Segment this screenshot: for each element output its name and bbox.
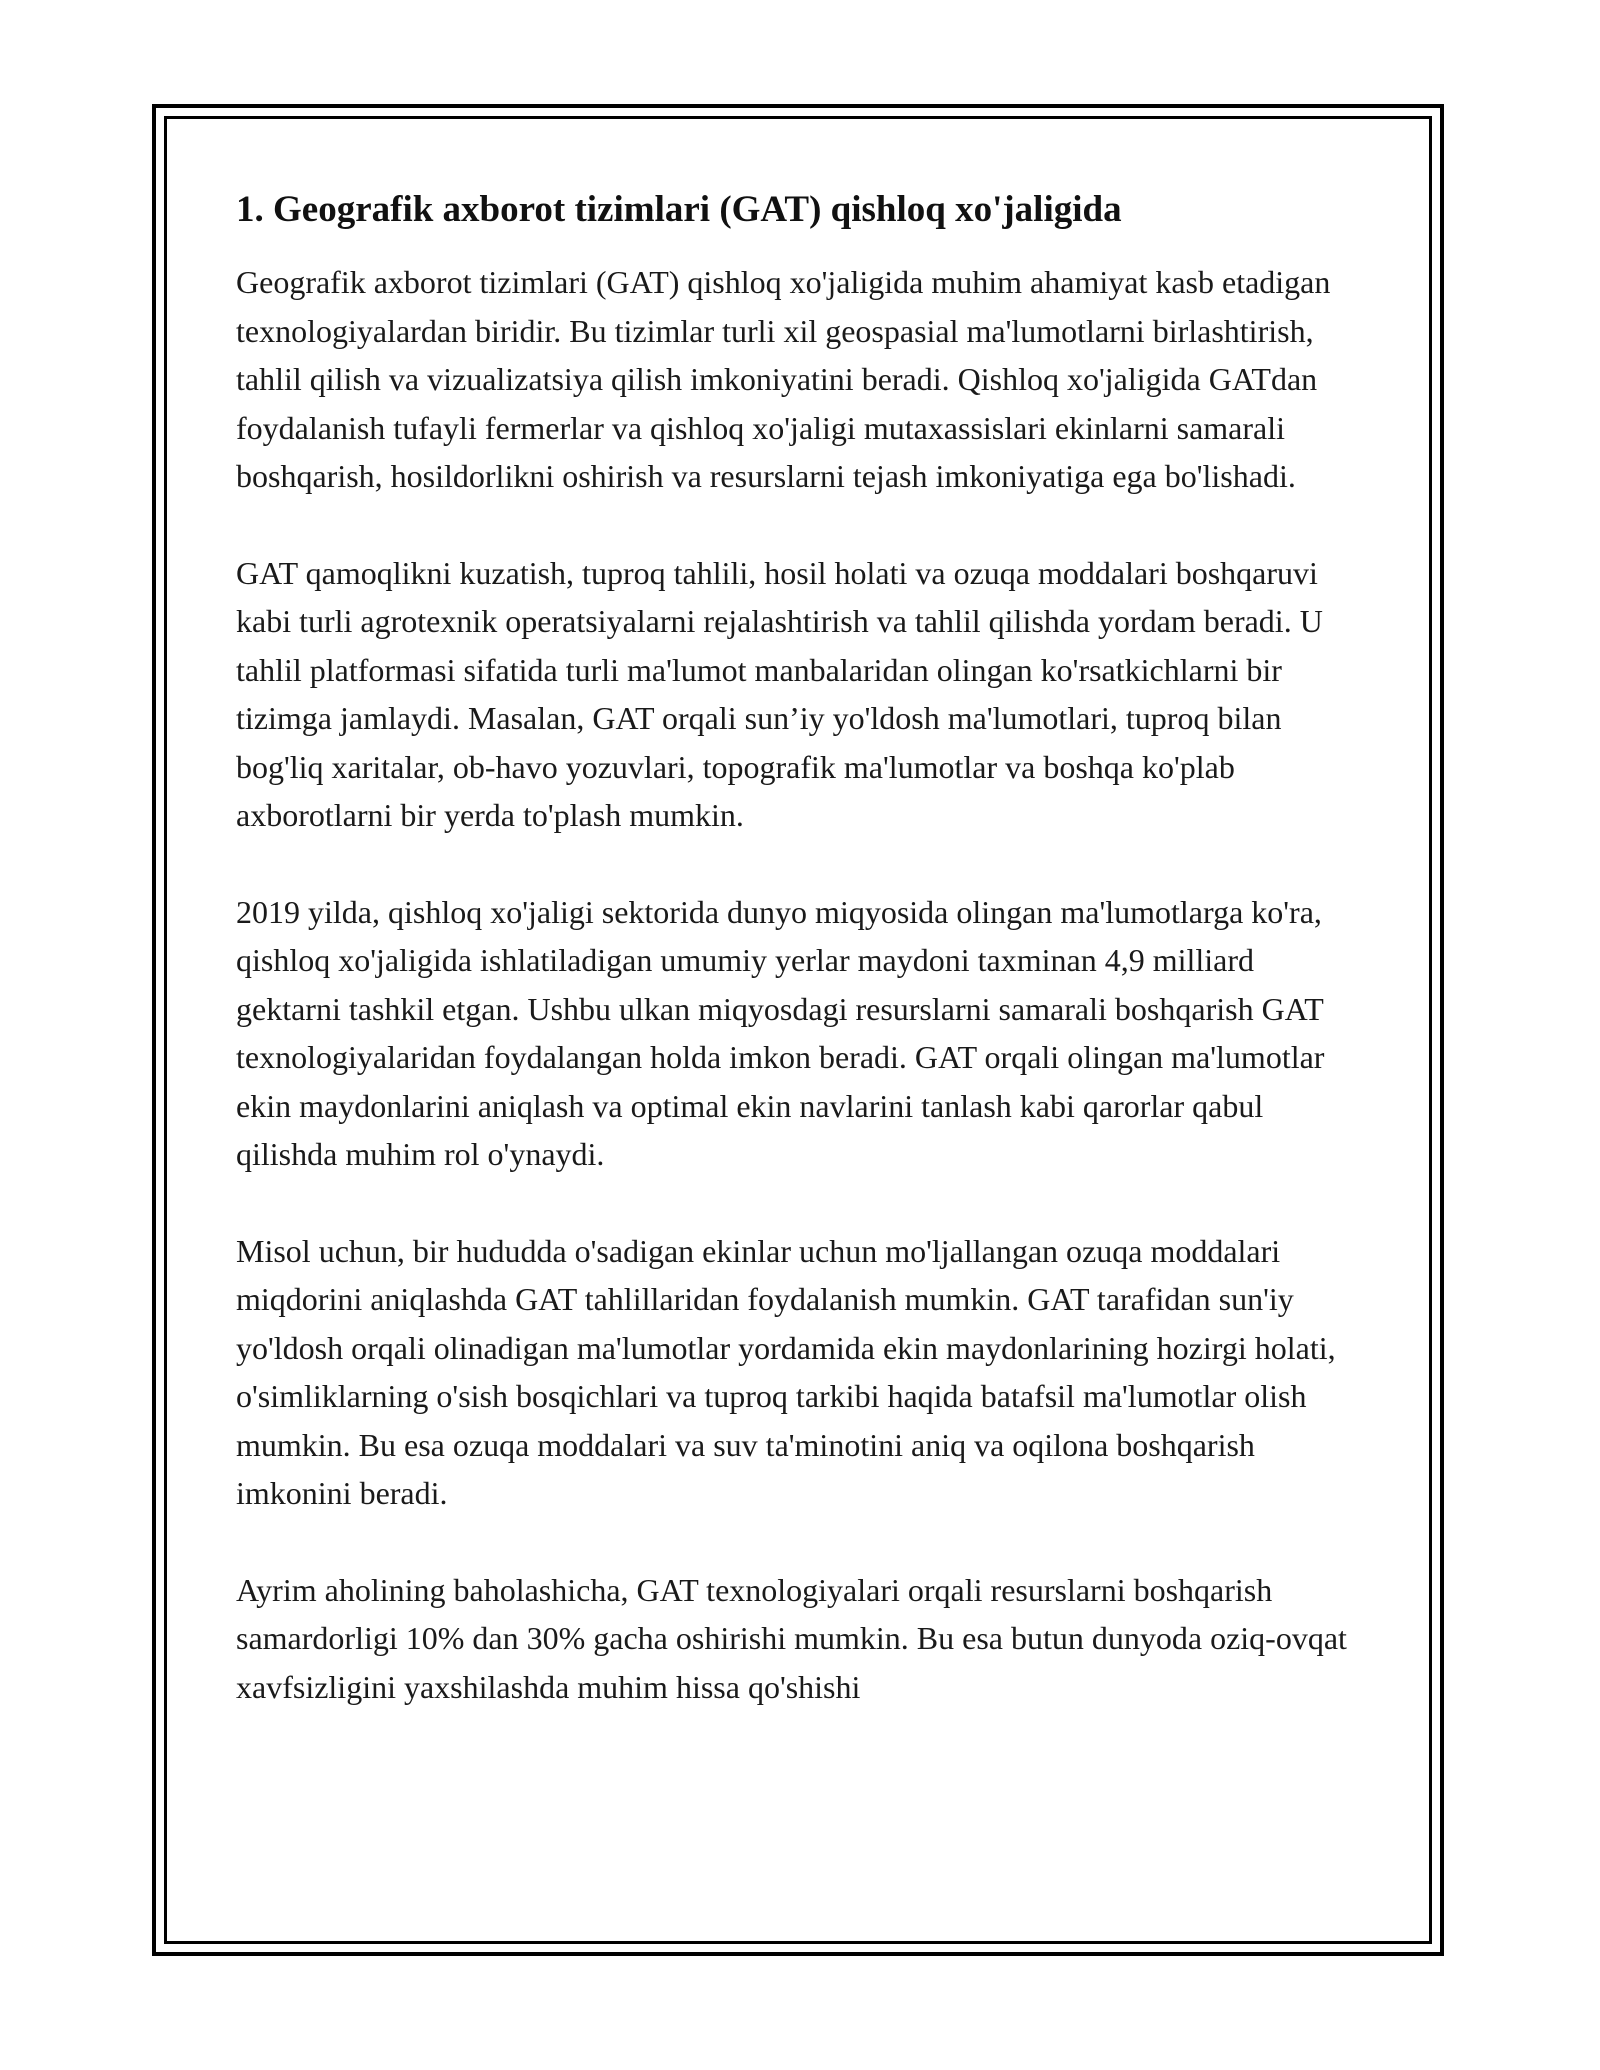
section-heading: 1. Geografik axborot tizimlari (GAT) qishloq xo'jaligida <box>236 189 1122 230</box>
paragraph-1: Geografik axborot tizimlari (GAT) qishloq xo'jaligida muhim ahamiyat kasb etadigan texnologiyalardan biridir. Bu tizimlar turli xil geospasial ma'lumotlarni birlashtirish, tahlil qilish va vizualizatsiya qilish imkoniyatini beradi. Qishloq xo'jaligida GATdan foydalanish tufayli fermerlar va qishloq xo'jaligi mutaxassislari ekinlarni samarali boshqarish, hosildorlikni oshirish va resurslarni tejash imkoniyatiga ega bo'lishadi. <box>236 264 1331 494</box>
paragraph-2: GAT qamoqlikni kuzatish, tuproq tahlili, hosil holati va ozuqa moddalari boshqaruvi kabi turli agrotexnik operatsiyalarni rejalashtirish va tahlil qilishda yordam beradi. U tahlil platformasi sifatida turli ma'lumot manbalaridan olingan ko'rsatkichlarni bir tizimga jamlaydi. Masalan, GAT orqali sun’iy yo'ldosh ma'lumotlari, tuproq bilan bog'liq xaritalar, ob-havo yozuvlari, topografik ma'lumotlar va boshqa ko'plab axborotlarni bir yerda to'plash mumkin. <box>236 554 1323 833</box>
paragraph-3: 2019 yilda, qishloq xo'jaligi sektorida dunyo miqyosida olingan ma'lumotlarga ko'ra, qishloq xo'jaligida ishlatiladigan umumiy yerlar maydoni taxminan 4,9 milliard gektarni tashkil etgan. Ushbu ulkan miqyosdagi resurslarni samarali boshqarish GAT texnologiyalaridan foydalangan holda imkon beradi. GAT orqali olingan ma'lumotlar ekin maydonlarini aniqlash va optimal ekin navlarini tanlash kabi qarorlar qabul qilishda muhim rol o'ynaydi. <box>236 893 1325 1172</box>
document-body <box>236 186 1366 1711</box>
paragraph-5: Ayrim aholining baholashicha, GAT texnologiyalari orqali resurslarni boshqarish samardorligi 10% dan 30% gacha oshirishi mumkin. Bu esa butun dunyoda oziq-ovqat xavfsizligini yaxshilashda muhim hissa qo'shishi <box>236 1571 1347 1705</box>
paragraph-4: Misol uchun, bir hududda o'sadigan ekinlar uchun mo'ljallangan ozuqa moddalari miqdorini aniqlashda GAT tahlillaridan foydalanish mumkin. GAT tarafidan sun'iy yo'ldosh orqali olinadigan ma'lumotlar yordamida ekin maydonlarining hozirgi holati, o'simliklarning o'sish bosqichlari va tuproq tarkibi haqida batafsil ma'lumotlar olish mumkin. Bu esa ozuqa moddalari va suv ta'minotini aniq va oqilona boshqarish imkonini beradi. <box>236 1232 1336 1511</box>
